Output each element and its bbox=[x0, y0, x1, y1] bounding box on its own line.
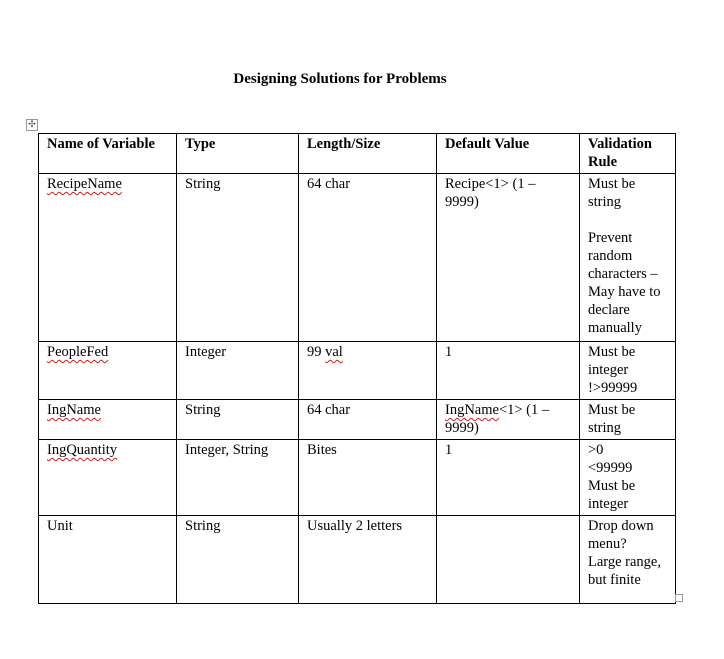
cell-validation[interactable] bbox=[580, 440, 676, 516]
variable-name: IngName bbox=[47, 402, 101, 418]
validation-line: Must be string bbox=[588, 402, 636, 436]
table-row bbox=[39, 400, 676, 440]
cell-default[interactable] bbox=[437, 400, 580, 440]
validation-line: >0 bbox=[588, 442, 604, 458]
validation-line: Prevent random characters – May have to declare manually bbox=[588, 230, 661, 336]
cell-validation[interactable] bbox=[580, 516, 676, 604]
cell-default[interactable]: Recipe<1> (1 – 9999) bbox=[437, 174, 580, 342]
table-row bbox=[39, 174, 676, 342]
table-row bbox=[39, 516, 676, 604]
cell-validation[interactable] bbox=[580, 342, 676, 400]
default-suffix: <1> (1 – 9999) bbox=[445, 402, 550, 436]
cell-default[interactable] bbox=[437, 516, 580, 604]
validation-line: Large range, but finite bbox=[588, 554, 661, 588]
cell-name[interactable] bbox=[39, 174, 177, 342]
cell-default[interactable]: 1 bbox=[437, 342, 580, 400]
table-move-handle-icon[interactable]: ✣ bbox=[26, 119, 38, 131]
cell-type[interactable]: Integer, String bbox=[177, 440, 299, 516]
validation-blank-line bbox=[588, 211, 668, 229]
validation-line: Drop down menu? bbox=[588, 518, 654, 552]
cell-type[interactable]: String bbox=[177, 516, 299, 604]
validation-line: Must be string bbox=[588, 176, 636, 210]
variable-name: PeopleFed bbox=[47, 344, 109, 360]
cell-type[interactable]: String bbox=[177, 174, 299, 342]
cell-name[interactable] bbox=[39, 400, 177, 440]
table-resize-handle[interactable] bbox=[675, 594, 683, 602]
default-name: IngName bbox=[445, 402, 499, 418]
size-unit: val bbox=[325, 344, 343, 360]
size-number: 99 bbox=[307, 344, 322, 360]
header-length-size: Length/Size bbox=[299, 134, 437, 174]
validation-line: <99999 bbox=[588, 460, 633, 476]
cell-size[interactable] bbox=[299, 342, 437, 400]
cell-validation[interactable] bbox=[580, 174, 676, 342]
cell-type[interactable]: Integer bbox=[177, 342, 299, 400]
cell-validation[interactable] bbox=[580, 400, 676, 440]
header-type: Type bbox=[177, 134, 299, 174]
header-name-of-variable: Name of Variable bbox=[39, 134, 177, 174]
cell-size[interactable]: Bites bbox=[299, 440, 437, 516]
validation-line: !>99999 bbox=[588, 380, 638, 396]
variables-table bbox=[38, 133, 676, 604]
validation-line: Must be integer bbox=[588, 344, 636, 378]
cell-size[interactable]: Usually 2 letters bbox=[299, 516, 437, 604]
cell-name[interactable]: Unit bbox=[39, 516, 177, 604]
cell-default[interactable]: 1 bbox=[437, 440, 580, 516]
cell-size[interactable]: 64 char bbox=[299, 174, 437, 342]
table-header-row bbox=[39, 134, 676, 174]
cell-name[interactable] bbox=[39, 342, 177, 400]
header-validation-rule: Validation Rule bbox=[580, 134, 676, 174]
cell-size[interactable]: 64 char bbox=[299, 400, 437, 440]
document-title: Designing Solutions for Problems bbox=[233, 71, 447, 87]
header-default-value: Default Value bbox=[437, 134, 580, 174]
cell-name[interactable] bbox=[39, 440, 177, 516]
table-row bbox=[39, 440, 676, 516]
variable-name: IngQuantity bbox=[47, 442, 118, 458]
table-row bbox=[39, 342, 676, 400]
cell-type[interactable]: String bbox=[177, 400, 299, 440]
validation-line: Must be integer bbox=[588, 478, 636, 512]
variable-name: RecipeName bbox=[47, 176, 122, 192]
